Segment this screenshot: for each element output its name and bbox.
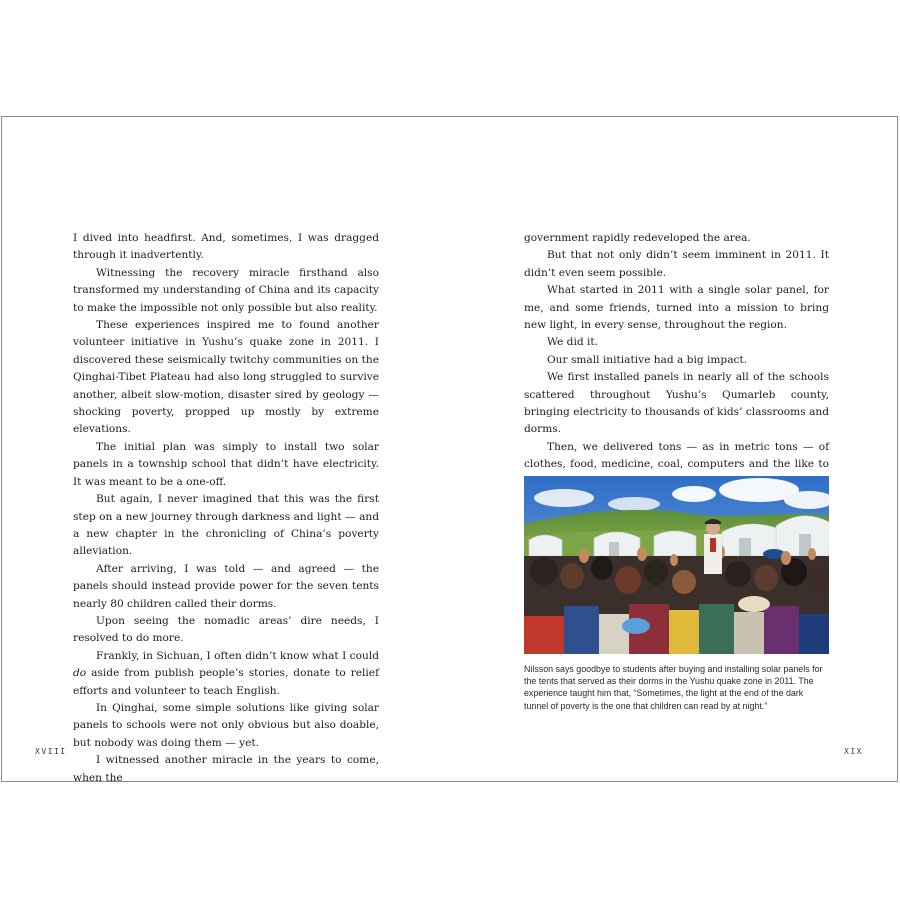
paragraph: We first installed panels in nearly all of the schools scattered throughout Yushu’s Qumarleb county, bringing electricity to thousands of kids’ classrooms and dorms. [524, 371, 829, 436]
paragraph: In Qinghai, some simple solutions like giving solar panels to schools were not only obvious but also doable, but nobody was doing them — yet. [73, 701, 379, 749]
paragraph: Then, we delivered tons — as in metric tons — of clothes, food, medicine, coal, computers and the like to [524, 440, 829, 471]
photo-caption: Nilsson says goodbye to students after buying and installing solar panels for the tents that served as their dorms in the Yushu quake zone in 2011. The experience taught him that, “Sometimes, the light at the end of the dark tunnel of poverty is the one that children can read by at night.” [524, 664, 823, 711]
photo-students-solar-tents [524, 476, 829, 654]
paragraph: These experiences inspired me to found another volunteer initiative in Yushu’s quake zone in 2011. I discovered these seismically twitchy communities on the Qinghai-Tibet Plateau had also long struggled to survive another, albeit slow-motion, disaster sired by geology — shocking poverty, propped up mostly by extreme elevations. [73, 319, 379, 436]
paragraph: Our small initiative had a big impact. [547, 353, 748, 366]
paragraph [73, 648, 379, 700]
emphasis-text: do [73, 667, 87, 680]
page-number-left: XVIII [35, 747, 67, 756]
paragraph: After arriving, I was told — and agreed — the panels should instead provide power for the seven tents nearly 80 children called their dorms. [73, 562, 379, 610]
paragraph-text: aside from publish people’s stories, donate to relief efforts and volunteer to teach English. [73, 667, 379, 697]
paragraph: But again, I never imagined that this was the first step on a new journey through darkness and light — and a new chapter in the chronicling of China’s poverty alleviation. [73, 493, 379, 558]
left-page-text [73, 230, 379, 787]
right-page [451, 117, 898, 781]
paragraph: I witnessed another miracle in the years to come, when the [73, 754, 379, 784]
paragraph: I dived into headfirst. And, sometimes, I was dragged through it inadvertently. [73, 232, 379, 262]
paragraph: The initial plan was simply to install two solar panels in a township school that didn’t have electricity. It was meant to be a one-off. [73, 440, 379, 488]
paragraph: government rapidly redeveloped the area. [524, 232, 751, 244]
book-spread [1, 116, 898, 782]
paragraph-text: Frankly, in Sichuan, I often didn’t know what I could [96, 649, 379, 662]
paragraph: Upon seeing the nomadic areas’ dire needs, I resolved to do more. [73, 614, 379, 645]
right-page-text [524, 230, 829, 491]
paragraph: We did it. [547, 336, 598, 349]
page-number-right: XIX [844, 747, 863, 756]
paragraph: But that not only didn’t seem imminent in 2011. It didn’t even seem possible. [524, 249, 829, 279]
paragraph: What started in 2011 with a single solar panel, for me, and some friends, turned into a mission to bring new light, in every sense, throughout the region. [524, 284, 829, 332]
paragraph: Witnessing the recovery miracle firsthand also transformed my understanding of China and its capacity to make the impossible not only possible but also reality. [73, 266, 379, 314]
left-page [2, 117, 451, 784]
